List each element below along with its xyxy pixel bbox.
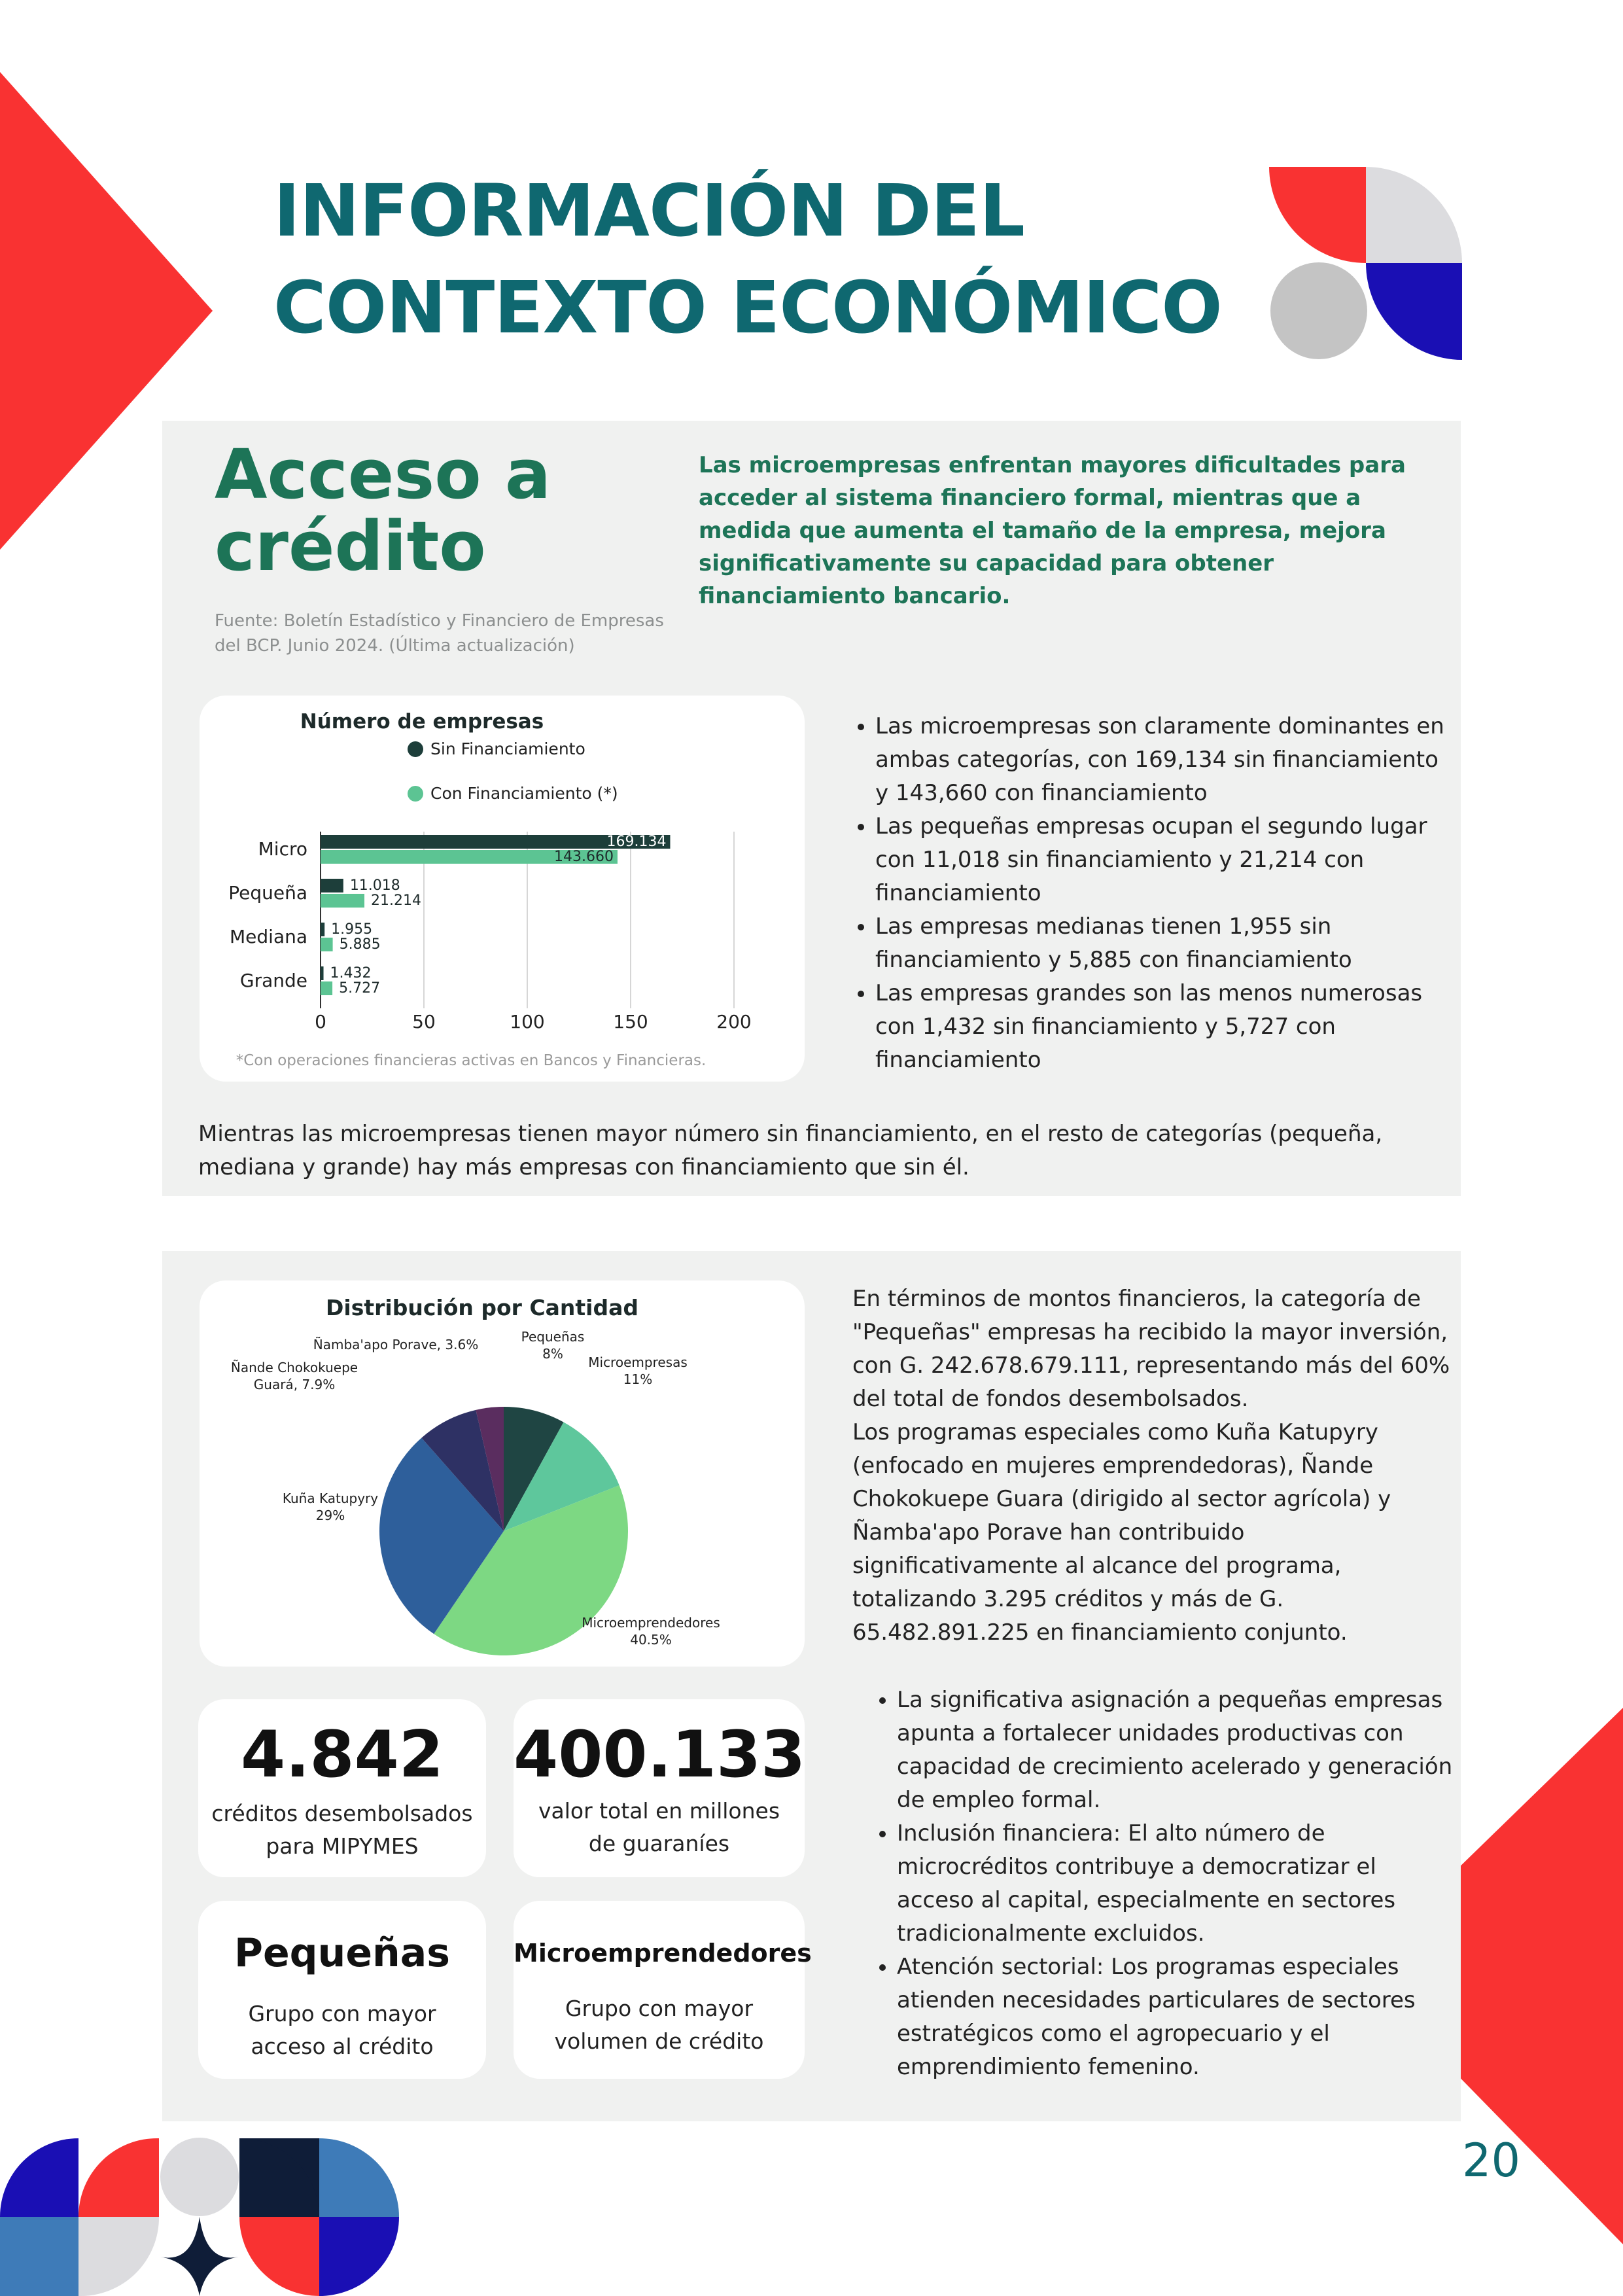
conclusion-text: Mientras las microempresas tienen mayor número sin financiamiento, en el resto de categorías (pequeña, mediana y grande) hay más empresas con financiamiento que sin él. bbox=[198, 1121, 1383, 1180]
pie-chart-card bbox=[200, 1280, 805, 1667]
bar-value-label: 1.955 bbox=[331, 921, 373, 938]
bar-value-label: 5.885 bbox=[339, 936, 381, 953]
category-label: Grande bbox=[239, 970, 307, 991]
bar bbox=[321, 938, 333, 951]
bar bbox=[321, 923, 324, 936]
bullet-item: • Inclusión financiera: El alto número de microcréditos contribuye a democratizar el acceso al capital, especialmente en sectores tradicionalmente excluidos. bbox=[897, 1817, 1454, 1951]
section-heading-line1: Acceso a bbox=[215, 434, 551, 514]
x-tick-label: 150 bbox=[613, 1011, 648, 1033]
bar bbox=[321, 966, 324, 980]
x-tick-label: 100 bbox=[510, 1011, 545, 1033]
bar bbox=[321, 894, 364, 908]
pie-label-value: 11% bbox=[623, 1371, 653, 1387]
section-heading bbox=[215, 434, 551, 586]
bar-value-label: 169.134 bbox=[606, 834, 667, 850]
bullet-item: • Las microempresas son claramente dominantes en ambas categorías, con 169,134 sin financiamiento y 143,660 con financiamiento bbox=[875, 710, 1449, 810]
category-label: Pequeña bbox=[228, 882, 307, 904]
legend-label: Sin Financiamiento bbox=[430, 739, 585, 758]
distribution-text bbox=[852, 1282, 1454, 1650]
stat-card-most-volume bbox=[514, 1901, 812, 2079]
source-note bbox=[215, 609, 664, 658]
page-number: 20 bbox=[1462, 2134, 1521, 2187]
pie-label-value: 29% bbox=[315, 1508, 345, 1523]
pie-chart bbox=[200, 1280, 805, 1667]
stat-label-line2: para MIPYMES bbox=[266, 1833, 419, 1859]
stat-value: Microemprendedores bbox=[514, 1939, 812, 1968]
bullet-item: • Las empresas grandes son las menos numerosas con 1,432 sin financiamiento y 5,727 con financiamiento bbox=[875, 977, 1449, 1077]
pie-label: Kuña Katupyry bbox=[282, 1491, 379, 1506]
page-title-line2: CONTEXTO ECONÓMICO bbox=[273, 266, 1222, 349]
category-label: Micro bbox=[258, 838, 307, 860]
company-bullet-list bbox=[844, 710, 1449, 1077]
bullet-item: • La significativa asignación a pequeñas empresas apunta a fortalecer unidades productivas con capacidad de crecimiento acelerado y generación de empleo formal. bbox=[897, 1684, 1454, 1817]
stat-label-line1: Grupo con mayor bbox=[565, 1996, 754, 2021]
impact-bullets bbox=[865, 1684, 1454, 2084]
stat-label-line1: Grupo con mayor bbox=[248, 2001, 436, 2026]
distribution-paragraph-1: En términos de montos financieros, la categoría de "Pequeñas" empresas ha recibido la mayor inversión, con G. 242.678.679.111, representando más del 60% del total de fondos desembolsados. bbox=[852, 1286, 1450, 1412]
pie-label: Ñamba'apo Porave, 3.6% bbox=[313, 1337, 479, 1352]
stat-card-most-access bbox=[198, 1901, 486, 2079]
source-line1: Fuente: Boletín Estadístico y Financiero de Empresas bbox=[215, 611, 664, 631]
chart-footnote: *Con operaciones financieras activas en Bancos y Financieras. bbox=[236, 1052, 707, 1069]
pie-label: Ñande Chokokuepe bbox=[230, 1360, 358, 1375]
stat-label-line1: créditos desembolsados bbox=[211, 1801, 473, 1826]
stat-card-total-value bbox=[514, 1699, 805, 1877]
bar-value-label: 21.214 bbox=[371, 892, 422, 909]
bar bbox=[321, 981, 332, 995]
legend-marker bbox=[408, 786, 423, 802]
stat-label-line1: valor total en millones bbox=[538, 1798, 780, 1824]
x-tick-label: 50 bbox=[412, 1011, 436, 1033]
page-title bbox=[273, 162, 1222, 356]
distribution-paragraph-2: Los programas especiales como Kuña Katupyry (enfocado en mujeres emprendedoras), Ñande Chokokuepe Guara (dirigido al sector agrícola) y Ñamba'apo Porave han contribuido significativamente al alcance del programa, totalizando 3.295 créditos y más de G. 65.482.891.225 en financiamiento conjunto. bbox=[852, 1419, 1391, 1646]
bar bbox=[321, 879, 343, 892]
stat-value: 4.842 bbox=[241, 1718, 444, 1792]
pie-label: Pequeñas bbox=[521, 1329, 585, 1345]
pie-label-value: 8% bbox=[542, 1346, 563, 1362]
legend-label: Con Financiamiento (*) bbox=[430, 784, 618, 803]
header-logo-shapes bbox=[1269, 167, 1462, 360]
bullet-item: • Las pequeñas empresas ocupan el segundo lugar con 11,018 sin financiamiento y 21,214 con financiamiento bbox=[875, 810, 1449, 910]
bar-chart-title: Número de empresas bbox=[300, 710, 544, 733]
section-heading-line2: crédito bbox=[215, 506, 486, 586]
page-title-line1: INFORMACIÓN DEL bbox=[273, 169, 1025, 253]
company-bullets bbox=[844, 710, 1449, 1077]
pie-label: Microemprendedores bbox=[582, 1615, 720, 1631]
x-tick-label: 0 bbox=[315, 1011, 326, 1033]
bar-value-label: 5.727 bbox=[339, 980, 381, 997]
pie-label-value: Guará, 7.9% bbox=[253, 1377, 336, 1392]
category-label: Mediana bbox=[230, 926, 307, 947]
intro-text: Las microempresas enfrentan mayores dificultades para acceder al sistema financiero formal, mientras que a medida que aumenta el tamaño de la empresa, mejora significativamente su capacidad para obtener financiamiento bancario. bbox=[699, 452, 1406, 609]
pie-label-value: 40.5% bbox=[630, 1632, 672, 1648]
stat-value: 400.133 bbox=[514, 1718, 806, 1792]
stat-label-line2: de guaraníes bbox=[588, 1831, 730, 1856]
bullet-item: • Las empresas medianas tienen 1,955 sin financiamiento y 5,885 con financiamiento bbox=[875, 910, 1449, 977]
bar-chart bbox=[200, 696, 805, 1082]
bullet-item: • Atención sectorial: Los programas especiales atienden necesidades particulares de sectores estratégicos como el agropecuario y el emprendimiento femenino. bbox=[897, 1951, 1454, 2084]
pie-chart-title: Distribución por Cantidad bbox=[326, 1295, 638, 1320]
pie-label: Microempresas bbox=[588, 1354, 688, 1370]
legend-marker bbox=[408, 741, 423, 757]
bar-value-label: 143.660 bbox=[553, 849, 614, 865]
footer-logo-shapes bbox=[0, 2138, 399, 2296]
bar-value-label: 1.432 bbox=[330, 965, 372, 981]
stat-value: Pequeñas bbox=[234, 1930, 450, 1976]
x-tick-label: 200 bbox=[716, 1011, 752, 1033]
stat-label-line2: acceso al crédito bbox=[251, 2034, 434, 2059]
bar-chart-card bbox=[200, 696, 805, 1082]
source-line2: del BCP. Junio 2024. (Última actualización) bbox=[215, 636, 575, 656]
bar-value-label: 11.018 bbox=[349, 877, 400, 894]
stat-card-credits bbox=[198, 1699, 486, 1877]
stat-label-line2: volumen de crédito bbox=[554, 2028, 764, 2054]
impact-bullet-list bbox=[865, 1684, 1454, 2084]
